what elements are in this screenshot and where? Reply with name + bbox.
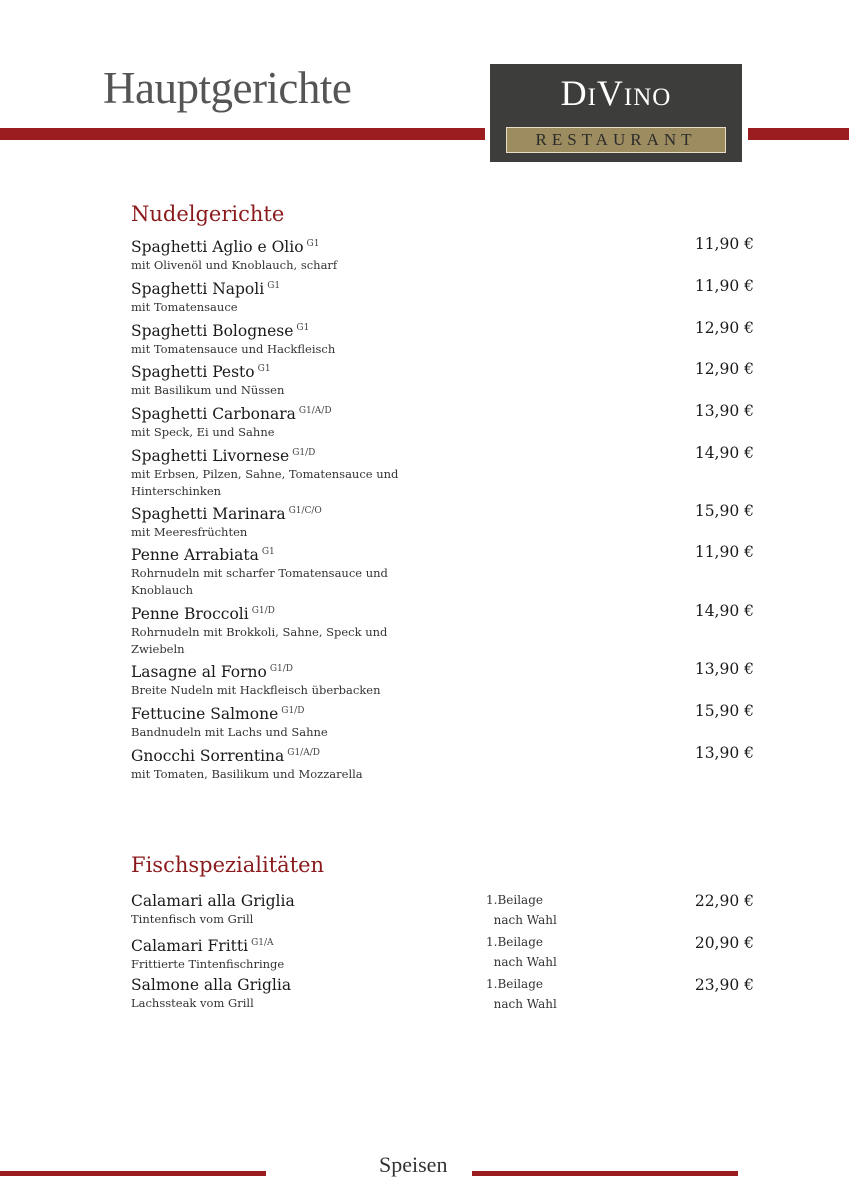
menu-item-description: mit Tomaten, Basilikum und Mozzarella <box>131 767 363 781</box>
allergen-code: G1/C/O <box>288 506 322 516</box>
menu-item <box>131 701 756 741</box>
menu-item <box>131 234 756 274</box>
menu-item <box>131 276 756 316</box>
menu-item <box>131 743 756 783</box>
allergen-code: G1 <box>306 239 320 249</box>
menu-item-description: mit Speck, Ei und Sahne <box>131 425 275 439</box>
menu-item <box>131 659 756 699</box>
allergen-code: G1 <box>261 547 275 557</box>
menu-item-name <box>131 401 756 424</box>
menu-item-name <box>131 359 756 382</box>
menu-item-name <box>131 743 756 766</box>
menu-item-price: 15,90 € <box>694 502 754 520</box>
menu-item-name-text: Spaghetti Napoli <box>131 280 265 298</box>
allergen-code: G1/A <box>251 938 274 948</box>
menu-item <box>131 359 756 399</box>
menu-item-description: mit Olivenöl und Knoblauch, scharf <box>131 258 338 272</box>
menu-item-description: Lachssteak vom Grill <box>131 996 254 1010</box>
menu-item-name <box>131 276 756 299</box>
menu-item-price: 13,90 € <box>694 744 754 762</box>
menu-item-name <box>131 933 756 956</box>
menu-item-name <box>131 443 756 466</box>
logo-name: DiVino <box>560 73 672 113</box>
logo-subtitle: RESTAURANT <box>506 127 726 153</box>
menu-item-price: 13,90 € <box>694 660 754 678</box>
menu-item-price: 11,90 € <box>694 277 754 295</box>
menu-item <box>131 891 756 928</box>
menu-item-side-dish: 1.Beilage nach Wahl <box>486 977 557 1011</box>
footer-rule-right <box>472 1171 738 1176</box>
allergen-code: G1/D <box>251 606 275 616</box>
menu-item-description: Breite Nudeln mit Hackfleisch überbacken <box>131 683 381 697</box>
menu-item <box>131 542 756 599</box>
menu-item-side-dish: 1.Beilage nach Wahl <box>486 935 557 969</box>
menu-item-name-text: Spaghetti Livornese <box>131 447 290 465</box>
header-rule-right <box>748 128 849 140</box>
menu-item-name <box>131 701 756 724</box>
menu-item-name-text: Calamari Fritti <box>131 937 249 955</box>
menu-item-description: mit Tomatensauce <box>131 300 238 314</box>
menu-item-price: 14,90 € <box>694 444 754 462</box>
menu-item-name <box>131 234 756 257</box>
allergen-code: G1/D <box>292 448 316 458</box>
menu-item-price: 11,90 € <box>694 235 754 253</box>
footer-rule-left <box>0 1171 266 1176</box>
allergen-code: G1 <box>257 364 271 374</box>
menu-item-description: mit Meeresfrüchten <box>131 525 248 539</box>
menu-item-price: 12,90 € <box>694 319 754 337</box>
menu-item-price: 23,90 € <box>694 976 754 994</box>
menu-item-price: 13,90 € <box>694 402 754 420</box>
header-rule-left <box>0 128 485 140</box>
menu-item-name-text: Salmone alla Griglia <box>131 976 292 994</box>
menu-item-name <box>131 891 756 911</box>
menu-item-name-text: Lasagne al Forno <box>131 663 267 681</box>
menu-item-name-text: Calamari alla Griglia <box>131 892 295 910</box>
menu-item-name-text: Fettucine Salmone <box>131 705 279 723</box>
menu-item-description: Rohrnudeln mit Brokkoli, Sahne, Speck und Zwiebeln <box>131 625 388 656</box>
menu-item-description: mit Basilikum und Nüssen <box>131 383 285 397</box>
section-title-nudelgerichte: Nudelgerichte <box>131 202 285 226</box>
menu-item-price: 20,90 € <box>694 934 754 952</box>
menu-item-name <box>131 601 756 624</box>
menu-item-name-text: Spaghetti Bolognese <box>131 322 294 340</box>
menu-item-description: Frittierte Tintenfischringe <box>131 957 285 971</box>
allergen-code: G1/D <box>269 664 293 674</box>
menu-item-description: Rohrnudeln mit scharfer Tomatensauce und Knoblauch <box>131 566 388 597</box>
allergen-code: G1/D <box>281 706 305 716</box>
footer-label: Speisen <box>379 1152 448 1177</box>
allergen-code: G1 <box>267 281 281 291</box>
menu-item-name-text: Spaghetti Aglio e Olio <box>131 238 304 256</box>
menu-item-description: mit Erbsen, Pilzen, Sahne, Tomatensauce und Hinterschinken <box>131 467 399 498</box>
menu-item <box>131 501 756 541</box>
allergen-code: G1/A/D <box>287 748 320 758</box>
page-title: Hauptgerichte <box>103 63 352 113</box>
menu-item-name-text: Spaghetti Pesto <box>131 363 255 381</box>
menu-item <box>131 975 756 1012</box>
allergen-code: G1/A/D <box>298 406 332 416</box>
menu-item-name <box>131 501 756 524</box>
menu-item <box>131 318 756 358</box>
menu-item-name-text: Spaghetti Carbonara <box>131 405 296 423</box>
menu-item <box>131 933 756 973</box>
section-title-fischspezialitaeten: Fischspezialitäten <box>131 853 325 877</box>
menu-item-name-text: Penne Broccoli <box>131 605 249 623</box>
menu-item-name <box>131 975 756 995</box>
menu-item <box>131 443 756 500</box>
menu-item-price: 15,90 € <box>694 702 754 720</box>
menu-item-name <box>131 318 756 341</box>
menu-item-description: Bandnudeln mit Lachs und Sahne <box>131 725 328 739</box>
menu-item-price: 11,90 € <box>694 543 754 561</box>
menu-item-name <box>131 542 756 565</box>
menu-item-name-text: Penne Arrabiata <box>131 546 259 564</box>
menu-item-description: mit Tomatensauce und Hackfleisch <box>131 342 336 356</box>
menu-item-name-text: Gnocchi Sorrentina <box>131 747 285 765</box>
menu-item-price: 12,90 € <box>694 360 754 378</box>
menu-item-description: Tintenfisch vom Grill <box>131 912 254 926</box>
menu-item-name-text: Spaghetti Marinara <box>131 505 286 523</box>
menu-item-side-dish: 1.Beilage nach Wahl <box>486 893 557 927</box>
menu-item-price: 22,90 € <box>694 892 754 910</box>
menu-item <box>131 401 756 441</box>
menu-item <box>131 601 756 658</box>
menu-item-price: 14,90 € <box>694 602 754 620</box>
menu-item-name <box>131 659 756 682</box>
restaurant-logo <box>490 64 742 162</box>
allergen-code: G1 <box>296 323 310 333</box>
